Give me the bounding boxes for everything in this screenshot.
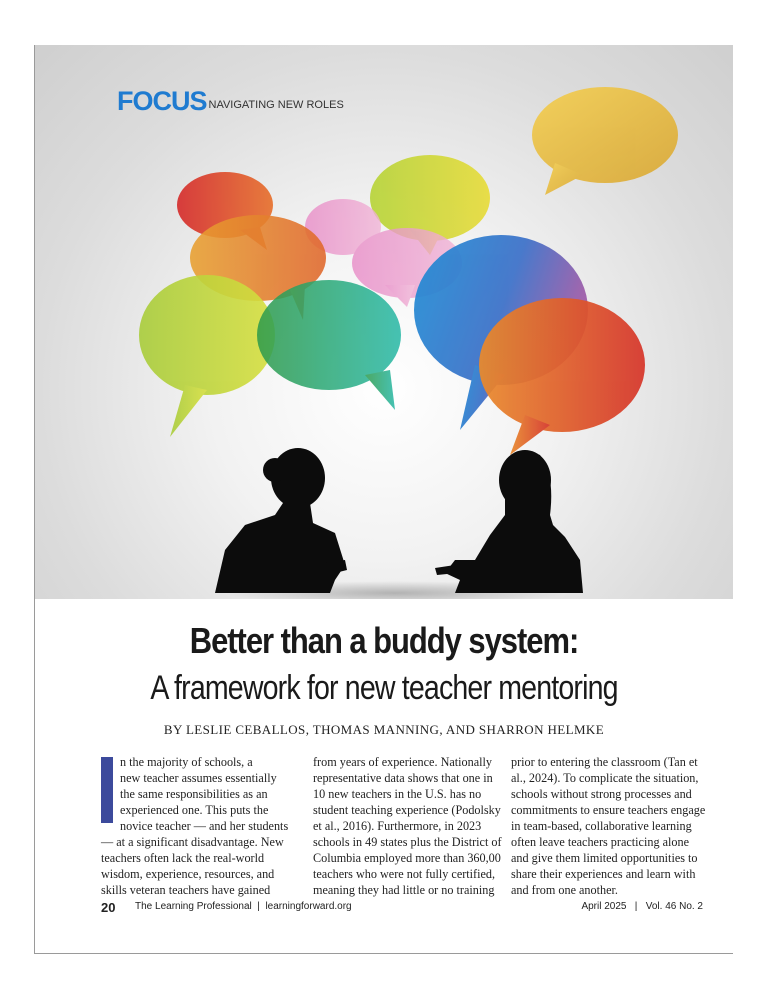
- body-line: n the majority of schools, a: [120, 755, 253, 769]
- body-line: al., 2024). To complicate the situation,: [511, 771, 699, 785]
- issue-info: April 2025 | Vol. 46 No. 2: [581, 901, 703, 912]
- body-line: et al., 2016). Furthermore, in 2023: [313, 819, 482, 833]
- body-column-2: [313, 754, 502, 898]
- body-line: wisdom, experience, resources, and: [101, 867, 275, 881]
- orange-red-speech-bubble: [479, 298, 645, 455]
- body-line: representative data shows that one in: [313, 771, 493, 785]
- body-column-3: [511, 754, 706, 898]
- body-line: in team-based, collaborative learning: [511, 819, 692, 833]
- body-line: student teaching experience (Podolsky: [313, 803, 501, 817]
- large-lime-speech-bubble: [139, 275, 275, 437]
- body-line: skills veteran teachers have gained: [101, 883, 271, 897]
- article-byline: BY LESLIE CEBALLOS, THOMAS MANNING, AND SHARRON HELMKE: [163, 722, 605, 737]
- right-person-silhouette: [435, 450, 583, 593]
- body-line: Columbia employed more than 360,00: [313, 851, 501, 865]
- page-number: 20: [101, 900, 116, 915]
- hero-illustration: [35, 45, 733, 599]
- body-line: and from one another.: [511, 883, 618, 897]
- left-person-silhouette: [215, 448, 347, 593]
- article-title: Better than a buddy system:: [189, 620, 579, 661]
- publication-name: The Learning Professional | learningforward.org: [135, 901, 352, 912]
- section-label: NAVIGATING NEW ROLES: [208, 99, 344, 111]
- body-line: new teacher assumes essentially: [120, 771, 277, 785]
- green-speech-bubble: [257, 280, 401, 410]
- body-line: often leave teachers practicing alone: [511, 835, 689, 849]
- body-line: novice teacher — and her students: [120, 819, 289, 833]
- body-line: share their experiences and learn with: [511, 867, 696, 881]
- body-line: prior to entering the classroom (Tan et: [511, 755, 698, 769]
- body-line: schools in 49 states plus the District of: [313, 835, 502, 849]
- focus-label: FOCUS: [117, 86, 207, 116]
- body-line: teachers who were not fully certified,: [313, 867, 496, 881]
- article-subtitle: A framework for new teacher mentoring: [150, 669, 618, 707]
- body-line: from years of experience. Nationally: [313, 755, 493, 769]
- magazine-page: [34, 45, 733, 954]
- body-line: commitments to ensure teachers engage: [511, 803, 706, 817]
- body-line: and give them limited opportunities to: [511, 851, 698, 865]
- body-line: teachers often lack the real-world: [101, 851, 265, 865]
- body-line: experienced one. This puts the: [120, 803, 269, 817]
- body-line: schools without strong processes and: [511, 787, 692, 801]
- page-footer: [35, 900, 733, 916]
- section-header: [117, 88, 344, 115]
- body-line: 10 new teachers in the U.S. has no: [313, 787, 482, 801]
- body-column-1: [101, 754, 289, 898]
- body-line: the same responsibilities as an: [120, 787, 268, 801]
- speech-bubbles-illustration: [35, 45, 733, 599]
- yellow-speech-bubble: [532, 87, 678, 195]
- body-line: — at a significant disadvantage. New: [101, 835, 284, 849]
- body-line: meaning they had little or no training: [313, 883, 495, 897]
